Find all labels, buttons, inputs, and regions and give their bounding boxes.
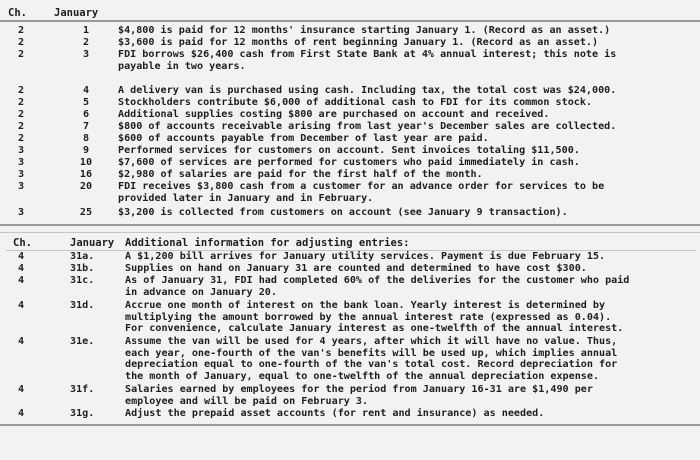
transaction-description: $600 of accounts payable from December of last year are paid.: [118, 133, 489, 144]
chapter-column-header: Ch.: [13, 237, 32, 249]
header-divider: [0, 20, 700, 22]
adjustment-date: 31c.: [70, 275, 95, 286]
chapter-number: 2: [17, 97, 25, 108]
transaction-date: 5: [82, 97, 90, 108]
transaction-date: 16: [79, 169, 93, 180]
month-column-header: January: [70, 237, 115, 249]
chapter-number: 4: [17, 336, 25, 347]
transaction-date: 7: [82, 121, 90, 132]
transaction-date: 3: [82, 49, 90, 60]
adjustment-date: 31b.: [70, 263, 95, 274]
transaction-description: $7,600 of services are performed for customers who paid immediately in cash.: [118, 157, 580, 168]
transaction-date: 20: [79, 181, 93, 192]
chapter-number: 2: [17, 121, 25, 132]
chapter-number: 3: [17, 145, 25, 156]
adjustment-description: Adjust the prepaid asset accounts (for rent and insurance) as needed.: [125, 408, 545, 419]
transaction-date: 8: [82, 133, 90, 144]
section-top-border: [0, 232, 700, 233]
chapter-number: 2: [17, 133, 25, 144]
adjustment-date: 31d.: [70, 300, 95, 311]
chapter-number: 4: [17, 384, 25, 395]
chapter-number: 2: [17, 49, 25, 60]
section-bottom-border: [0, 424, 700, 426]
adjusting-entries-table: [0, 232, 700, 458]
transaction-description: Performed services for customers on account. Sent invoices totaling $11,500.: [118, 145, 580, 156]
transaction-date: 1: [82, 25, 90, 36]
adjustment-description: A $1,200 bill arrives for January utility services. Payment is due February 15.: [125, 251, 606, 262]
transaction-description: FDI borrows $26,400 cash from First State Bank at 4% annual interest; this note is payable in two years.: [118, 49, 617, 72]
chapter-number: 4: [17, 408, 25, 419]
transaction-description: $4,800 is paid for 12 months' insurance starting January 1. (Record as an asset.): [118, 25, 611, 36]
transaction-description: $3,600 is paid for 12 months of rent beginning January 1. (Record as an asset.): [118, 37, 599, 48]
transaction-date: 9: [82, 145, 90, 156]
transaction-description: Additional supplies costing $800 are purchased on account and received.: [118, 109, 550, 120]
transaction-description: A delivery van is purchased using cash. Including tax, the total cost was $24,000.: [118, 85, 617, 96]
chapter-number: 4: [17, 251, 25, 262]
chapter-number: 3: [17, 157, 25, 168]
adjustment-description: Supplies on hand on January 31 are counted and determined to have cost $300.: [125, 263, 587, 274]
transaction-description: Stockholders contribute $6,000 of additional cash to FDI for its common stock.: [118, 97, 593, 108]
adjusting-entries-heading: Additional information for adjusting entries:: [125, 237, 410, 249]
transaction-date: 6: [82, 109, 90, 120]
adjustment-date: 31a.: [70, 251, 95, 262]
transaction-date: 2: [82, 37, 90, 48]
transaction-description: FDI receives $3,800 cash from a customer for an advance order for services to be provided later in January and in February.: [118, 181, 605, 204]
adjustment-description: As of January 31, FDI had completed 60% of the deliveries for the customer who paid in advance on January 20.: [125, 275, 630, 298]
adjustment-description: Accrue one month of interest on the bank loan. Yearly interest is determined by multiplying the amount borrowed by the annual interest rate (expressed as 0.04). For convenience, calculate January interest as one-twelfth of the annual interest.: [125, 300, 624, 335]
chapter-number: 2: [17, 109, 25, 120]
transaction-description: $2,980 of salaries are paid for the first half of the month.: [118, 169, 483, 180]
transaction-description: $3,200 is collected from customers on account (see January 9 transaction).: [118, 207, 568, 218]
chapter-number: 2: [17, 37, 25, 48]
chapter-number: 4: [17, 263, 25, 274]
chapter-number: 3: [17, 181, 25, 192]
chapter-number: 4: [17, 300, 25, 311]
transaction-date: 25: [79, 207, 93, 218]
transactions-table: [0, 2, 700, 218]
chapter-column-header: Ch.: [8, 7, 27, 19]
month-column-header: January: [54, 7, 99, 19]
transaction-description: $800 of accounts receivable arising from last year's December sales are collected.: [118, 121, 617, 132]
transaction-date: 10: [79, 157, 93, 168]
adjustment-date: 31f.: [70, 384, 95, 395]
chapter-number: 3: [17, 207, 25, 218]
chapter-number: 2: [17, 25, 25, 36]
section-divider: [0, 224, 700, 226]
adjustment-description: Assume the van will be used for 4 years, after which it will have no value. Thus, each year, one-fourth of the van's benefits will be used up, which implies annual depreciation equal to one-fourth of the van's total cost. Record depreciation for the month of January, equal to one-twelfth of the annual depreciation expense.: [125, 336, 618, 382]
chapter-number: 2: [17, 85, 25, 96]
transaction-date: 4: [82, 85, 90, 96]
adjustment-date: 31g.: [70, 408, 95, 419]
chapter-number: 4: [17, 275, 25, 286]
chapter-number: 3: [17, 169, 25, 180]
adjustment-description: Salaries earned by employees for the period from January 16-31 are $1,490 per employee and will be paid on February 3.: [125, 384, 593, 407]
adjustment-date: 31e.: [70, 336, 95, 347]
